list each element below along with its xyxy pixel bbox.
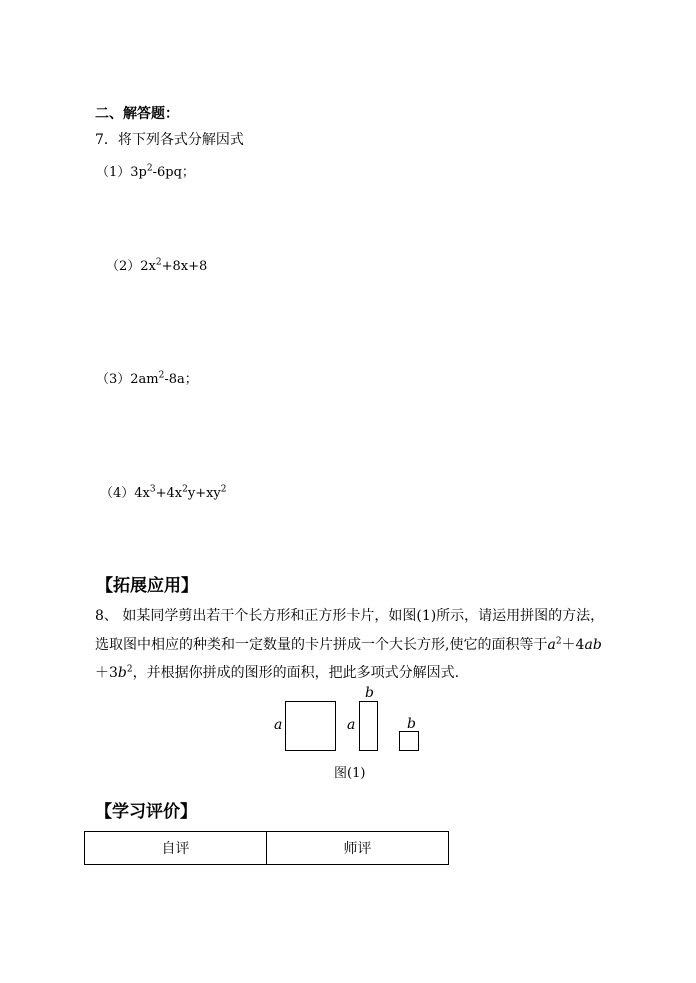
- rectangle-card: [359, 701, 378, 751]
- figure-caption: 图(1): [334, 766, 366, 781]
- small-square-card: [399, 731, 419, 751]
- question-8-line-2: 选取图中相应的种类和一定数量的卡片拼成一个大长方形,使它的面积等于$a^2+4ab$: [95, 636, 602, 653]
- label-b-rectangle: b: [365, 685, 374, 701]
- section-heading: 二、解答题：: [95, 106, 179, 122]
- extension-heading: 【拓展应用】: [96, 576, 198, 596]
- question-7-item-4: $(4)4x^3+4x^2y+xy^2$: [100, 484, 227, 501]
- teacher-evaluation-cell: 师评: [266, 832, 448, 864]
- evaluation-heading: 【学习评价】: [95, 802, 197, 822]
- label-a-large-square: a: [274, 717, 283, 733]
- self-evaluation-cell: 自评: [161, 841, 190, 857]
- question-7-item-2: $(2)2x^2+8x+8$: [106, 257, 208, 274]
- label-b-small-square: b: [407, 716, 416, 732]
- question-7-item-3: $(3)2am^2-8a$；: [96, 370, 198, 387]
- question-8-line-3: $+3b^2$，并根据你拼成的图形的面积，把此多项式分解因式.: [95, 664, 460, 681]
- question-7-stem: 7．将下列各式分解因式: [95, 132, 244, 148]
- question-7-item-1: $(1)3p^2-6pq$；: [96, 163, 195, 180]
- large-square-card: [285, 701, 336, 751]
- question-8-line-1: 8、 如某同学剪出若干个长方形和正方形卡片，如图(1)所示，请运用拼图的方法，: [95, 608, 605, 624]
- label-a-rectangle: a: [347, 717, 356, 733]
- evaluation-table: [84, 831, 449, 865]
